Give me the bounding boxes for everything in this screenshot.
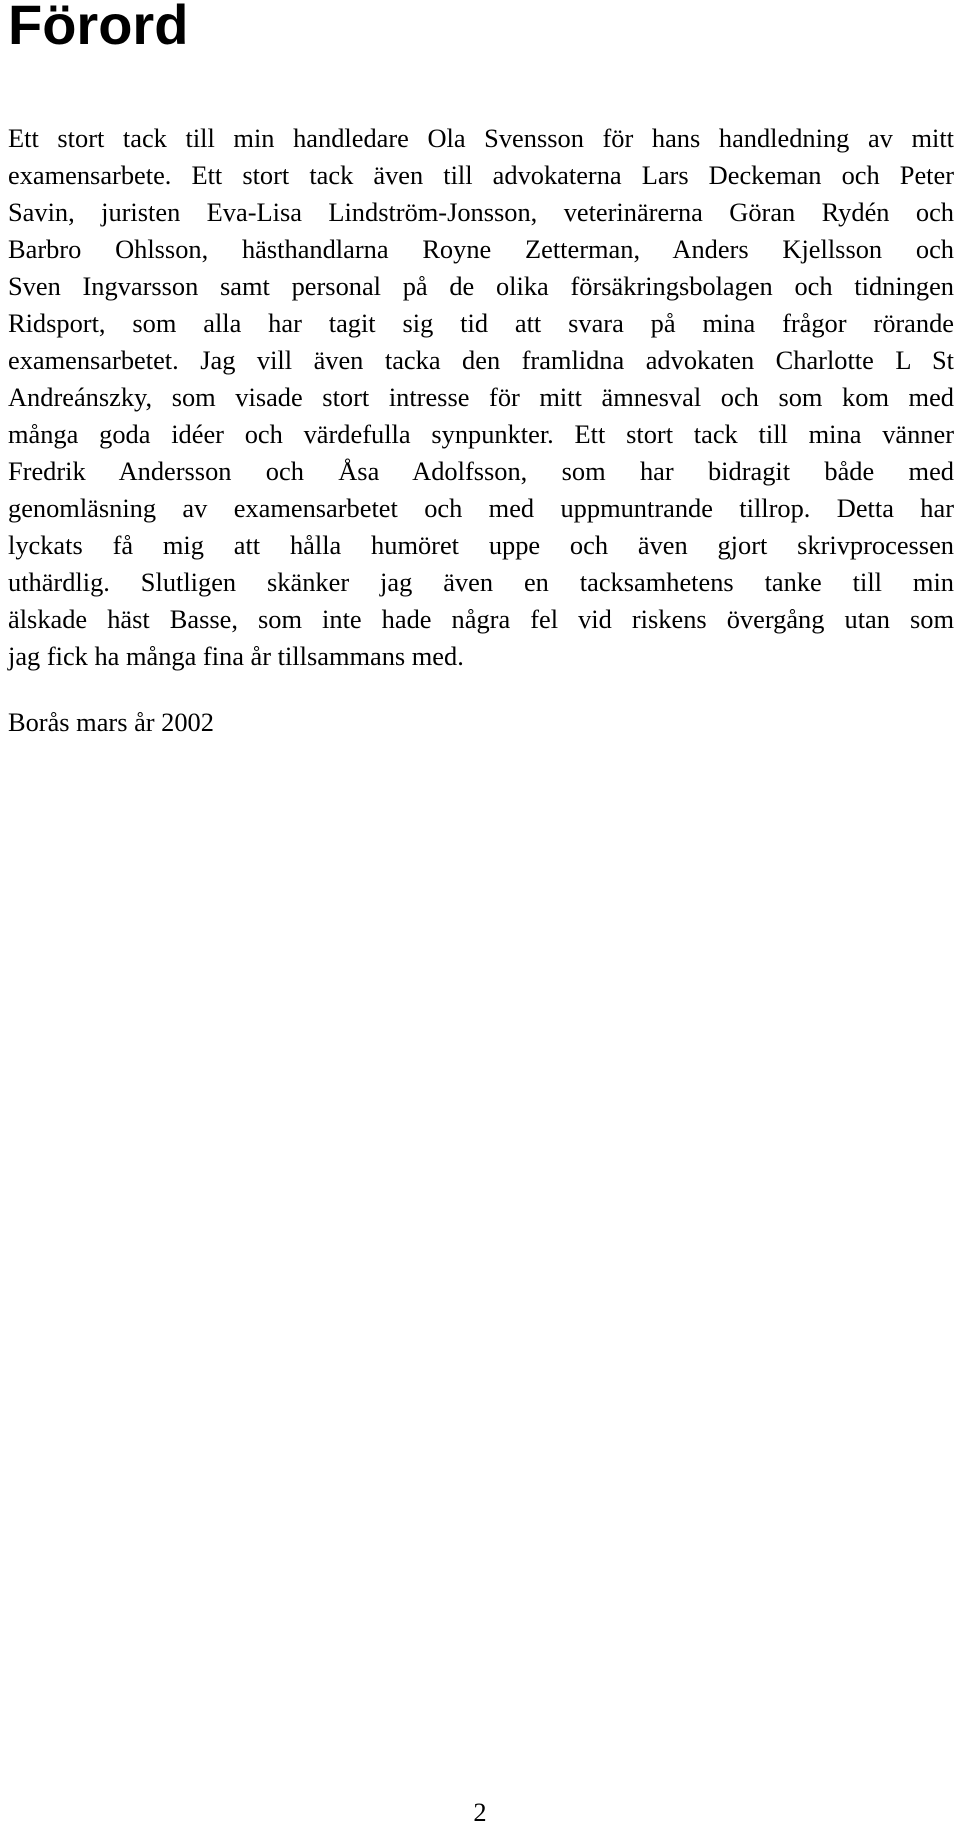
paragraph-line: Fredrik Andersson och Åsa Adolfsson, som har bidragit både med	[8, 456, 954, 486]
paragraph-line: lyckats få mig att hålla humöret uppe och även gjort skrivprocessen	[8, 530, 954, 560]
paragraph-line: examensarbete. Ett stort tack även till advokaterna Lars Deckeman och Peter	[8, 160, 954, 190]
page-number: 2	[473, 1797, 487, 1827]
paragraph-line: Ett stort tack till min handledare Ola Svensson för hans handledning av mitt	[8, 123, 954, 153]
page-title: Förord	[8, 0, 189, 56]
paragraph-line: Andreánszky, som visade stort intresse för mitt ämnesval och som kom med	[8, 382, 954, 412]
paragraph-line: jag fick ha många fina år tillsammans med.	[8, 641, 464, 671]
paragraph-line: genomläsning av examensarbetet och med uppmuntrande tillrop. Detta har	[8, 493, 954, 523]
paragraph-line: älskade häst Basse, som inte hade några fel vid riskens övergång utan som	[8, 604, 954, 634]
place-date-signature: Borås mars år 2002	[8, 707, 214, 737]
paragraph-line: Barbro Ohlsson, hästhandlarna Royne Zetterman, Anders Kjellsson och	[8, 234, 954, 264]
paragraph-line: Ridsport, som alla har tagit sig tid att svara på mina frågor rörande	[8, 308, 954, 338]
paragraph-line: uthärdlig. Slutligen skänker jag även en tacksamhetens tanke till min	[8, 567, 954, 597]
foreword-paragraph	[8, 120, 954, 675]
paragraph-line: många goda idéer och värdefulla synpunkter. Ett stort tack till mina vänner	[8, 419, 954, 449]
paragraph-line: examensarbetet. Jag vill även tacka den framlidna advokaten Charlotte L St	[8, 345, 954, 375]
paragraph-line: Savin, juristen Eva-Lisa Lindström-Jonsson, veterinärerna Göran Rydén och	[8, 197, 954, 227]
paragraph-line: Sven Ingvarsson samt personal på de olika försäkringsbolagen och tidningen	[8, 271, 954, 301]
